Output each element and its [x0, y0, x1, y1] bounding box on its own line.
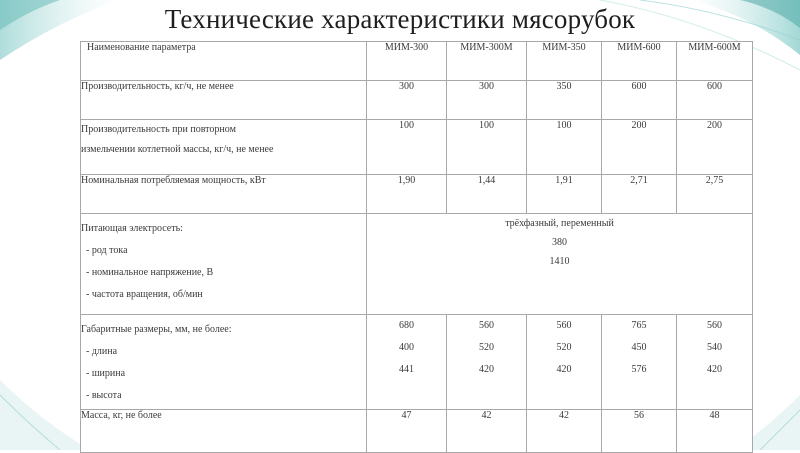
cell-value: 441: [399, 364, 414, 375]
table-row: [81, 410, 753, 453]
row-label: [81, 214, 367, 315]
table-row: [81, 214, 753, 315]
dims-cell: [367, 315, 447, 410]
table-row: [81, 120, 753, 175]
param-header: Наименование параметра: [81, 42, 367, 81]
row-label-line: Питающая электросеть:: [81, 223, 183, 234]
cell-value: 48: [677, 410, 753, 453]
cell-value: 100: [447, 120, 527, 175]
slide-title: Технические характеристики мясорубок: [164, 4, 636, 34]
cell-value: 680: [399, 320, 414, 331]
row-label-line: - ширина: [81, 368, 126, 379]
row-label-line: Производительность при повторном: [81, 124, 236, 135]
cell-value: 400: [399, 342, 414, 353]
specs-table: [80, 41, 753, 453]
table-row: [81, 315, 753, 410]
cell-value: 520: [479, 342, 494, 353]
cell-value: 1,44: [447, 175, 527, 214]
cell-value: 1,90: [367, 175, 447, 214]
cell-value: 560: [479, 320, 494, 331]
model-header: МИМ-600: [602, 42, 677, 81]
table-header-row: [81, 42, 753, 81]
row-label: [81, 315, 367, 410]
cell-value: 300: [367, 81, 447, 120]
cell-value: 2,75: [677, 175, 753, 214]
row-label: Масса, кг, не более: [81, 410, 367, 453]
model-header: МИМ-600М: [677, 42, 753, 81]
table-row: [81, 81, 753, 120]
cell-value: 42: [447, 410, 527, 453]
cell-value: 300: [447, 81, 527, 120]
cell-value: 100: [527, 120, 602, 175]
model-header: МИМ-350: [527, 42, 602, 81]
cell-value: 520: [556, 342, 572, 353]
cell-value: 765: [631, 320, 647, 331]
dims-cell: [602, 315, 677, 410]
row-label: Производительность, кг/ч, не менее: [81, 81, 367, 120]
row-label-line: - род тока: [81, 245, 128, 256]
cell-value: 2,71: [602, 175, 677, 214]
cell-value: 450: [631, 342, 647, 353]
cell-value: 560: [707, 320, 722, 331]
row-label-line: - номинальное напряжение, В: [81, 267, 214, 278]
cell-value: 200: [602, 120, 677, 175]
row-label-line: измельчении котлетной массы, кг/ч, не менее: [81, 144, 274, 155]
cell-value: 560: [556, 320, 572, 331]
cell-value: 1,91: [527, 175, 602, 214]
row-label: [81, 120, 367, 175]
dims-cell: [677, 315, 753, 410]
cell-value: 540: [707, 342, 722, 353]
cell-value: трёхфазный, переменный: [505, 218, 614, 229]
cell-value: 56: [602, 410, 677, 453]
merged-value-cell: [367, 214, 753, 315]
cell-value: 47: [367, 410, 447, 453]
dims-cell: [447, 315, 527, 410]
cell-value: 576: [631, 364, 647, 375]
row-label-line: - высота: [81, 390, 122, 401]
cell-value: 200: [677, 120, 753, 175]
cell-value: 600: [677, 81, 753, 120]
cell-value: 420: [556, 364, 572, 375]
cell-value: 100: [367, 120, 447, 175]
cell-value: 42: [527, 410, 602, 453]
cell-value: 380: [552, 237, 567, 248]
row-label: Номинальная потребляемая мощность, кВт: [81, 175, 367, 214]
model-header: МИМ-300: [367, 42, 447, 81]
cell-value: 600: [602, 81, 677, 120]
cell-value: 420: [707, 364, 722, 375]
cell-value: 1410: [549, 256, 570, 267]
cell-value: 350: [527, 81, 602, 120]
row-label-line: - длина: [81, 346, 118, 357]
table-row: [81, 175, 753, 214]
row-label-line: Габаритные размеры, мм, не более:: [81, 324, 232, 335]
model-header: МИМ-300М: [447, 42, 527, 81]
cell-value: 420: [479, 364, 494, 375]
row-label-line: - частота вращения, об/мин: [81, 289, 203, 300]
dims-cell: [527, 315, 602, 410]
